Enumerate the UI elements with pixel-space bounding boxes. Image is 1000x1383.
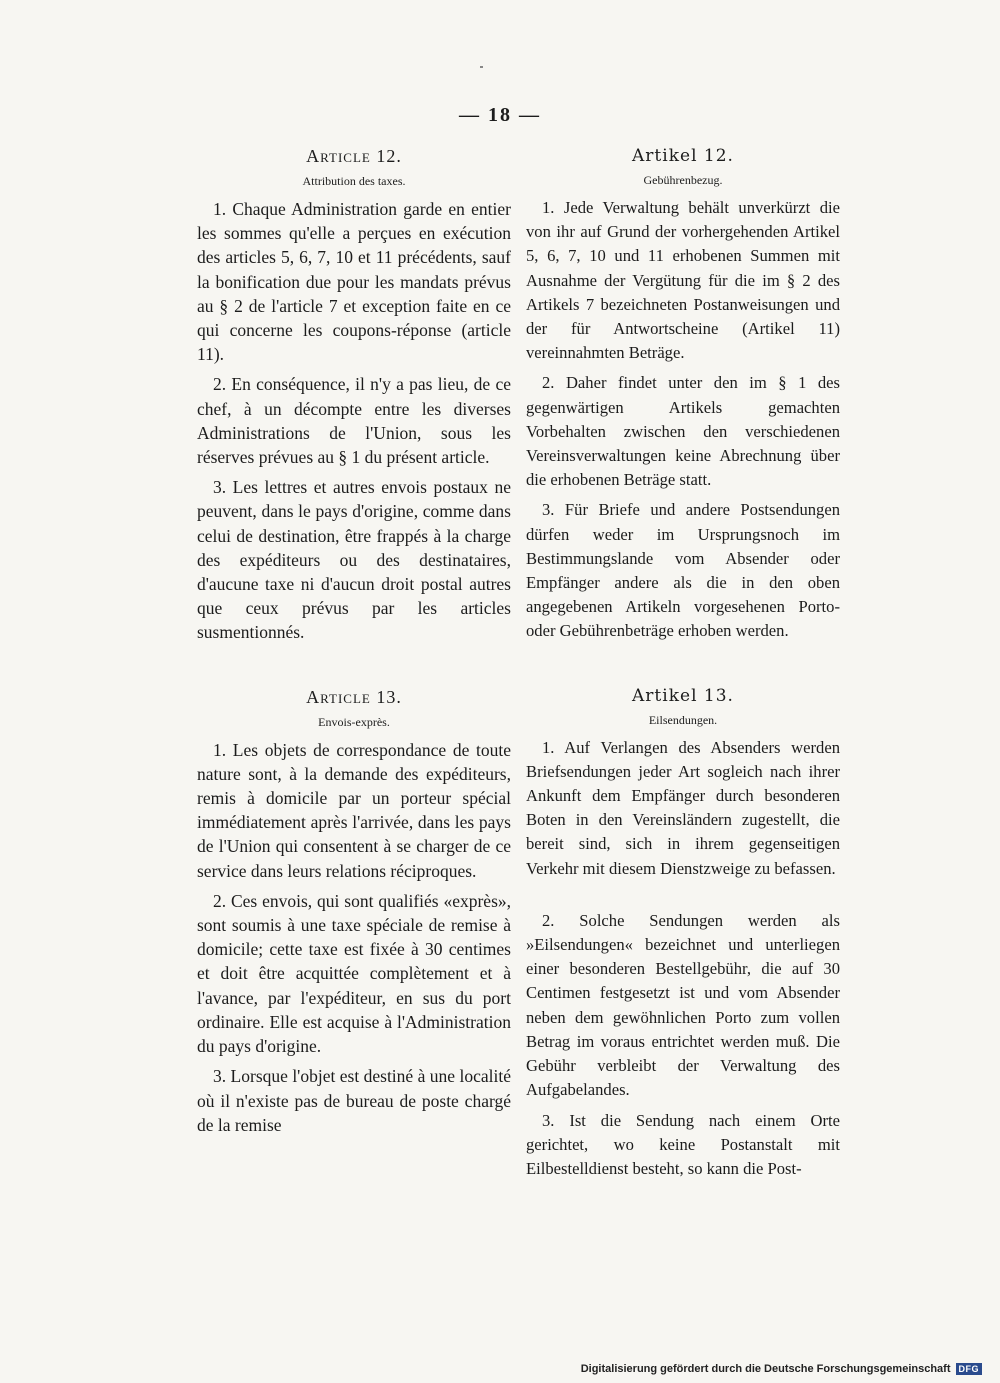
paragraph-spacer (526, 887, 840, 909)
article-12-para-1-fr: 1. Chaque Administration garde en entier les sommes qu'elle a perçues en exécution des articles 5, 6, 7, 10 et 11 précédents, sauf la bonification due pour les mandats prévus au § 2 de l'article 7 et exception faite en ce qui concerne les coupons-réponse (article 11). (197, 199, 511, 365)
article-13-para-2-fr: 2. Ces envois, qui sont qualifiés «exprès», sont soumis à une taxe spéciale de remise à domicile; cette taxe est fixée à 30 centimes et doit être acquittée complètement et à l'avance, par l'expéditeur, en sus du port ordinaire. Elle est acquise à l'Administration du pays d'origine. (197, 890, 511, 1057)
article-12-title-de: Artikel 12. (632, 146, 734, 166)
article-12-subtitle-de: Gebührenbezug. (643, 173, 723, 187)
article-13-para-3-fr: 3. Lorsque l'objet est destiné à une localité où il n'existe pas de bureau de poste chargé de la remise (197, 1066, 511, 1135)
german-column (526, 146, 840, 1187)
article-12-para-1-de: 1. Jede Verwaltung behält unverkürzt die von ihr auf Grund der vorhergehenden Artikel 5, 6, 7, 10 und 11 erhobenen Summen mit Ausnahme der Vergütung für die im § 2 des Artikels 7 bezeichneten Postanweisungen und der für Antwortscheine (Artikel 11) vereinnahmten Beträge. (526, 198, 840, 363)
article-12-para-2-fr: 2. En conséquence, il n'y a pas lieu, de ce chef, à un décompte entre les diverses Administrations de l'Union, sous les réserves prévues au § 1 du présent article. (197, 374, 511, 468)
article-13-para-3-de: 3. Ist die Sendung nach einem Orte gerichtet, wo keine Postanstalt mit Eilbestelldienst besteht, so kann die Post- (526, 1110, 840, 1178)
article-13-para-1-de: 1. Auf Verlangen des Absenders werden Briefsendungen jeder Art sogleich nach ihrer Ankunft dem Empfänger durch besonderen Boten in den Vereinsländern zugestellt, die bereit sind, sich in ihrem gegenseitigen Verkehr mit diesem Dienstzweige zu befassen. (526, 737, 840, 878)
footer-text: Digitalisierung gefördert durch die Deutsche Forschungsgemeinschaft (580, 1363, 951, 1375)
article-13-title-de: Artikel 13. (632, 685, 734, 706)
dfg-logo-icon: DFG (956, 1363, 983, 1375)
scan-speck (480, 66, 483, 68)
article-12-para-3-de: 3. Für Briefe und andere Postsendungen dürfen weder im Ursprungsnoch im Bestimmungslande vom Absender oder Empfänger andere als die in den oben angegebenen Artikeln vorgesehenen Porto- oder Gebührenbeträge erhoben werden. (526, 500, 840, 641)
article-13-para-1-fr: 1. Les objets de correspondance de toute nature sont, à la demande des expéditeurs, remis à domicile par un porteur spécial immédiatement après l'arrivée, dans les pays de l'Union qui consentent à se charger de ce service dans leurs relations réciproques. (197, 739, 511, 881)
article-12-para-2-de: 2. Daher findet unter den im § 1 des gegenwärtigen Artikels gemachten Vorbehalten zwischen den verschiedenen Vereinsverwaltungen keine Abrechnung über die erhobenen Beträge statt. (526, 373, 840, 490)
article-12-para-3-fr: 3. Les lettres et autres envois postaux ne peuvent, dans le pays d'origine, comme dans celui de destination, être frappés à la charge des expéditeurs ou des destinataires, d'aucune taxe ni d'aucun droit postal autres que ceux prévus par les articles susmentionnés. (197, 477, 511, 643)
article-spacer (197, 651, 511, 687)
article-12-subtitle-fr: Attribution des taxes. (302, 174, 406, 188)
article-13-subtitle-de: Eilsendungen. (648, 712, 718, 727)
digitization-footer (581, 1363, 982, 1375)
article-13-para-2-de: 2. Solche Sendungen werden als »Eilsendungen« bezeichnet und unterliegen einer besonderen Bestellgebühr, die auf 30 Centimen festgesetzt ist und vom Absender neben dem gewöhnlichen Porto zum vollen Betrag im voraus entrichtet werden muß. Die Gebühr verbleibt der Verwaltung des Aufgabelandes. (526, 910, 840, 1100)
page-number: — 18 — (459, 104, 541, 126)
french-column (197, 146, 511, 1143)
article-spacer (526, 650, 840, 686)
article-13-subtitle-fr: Envois-exprès. (318, 714, 390, 729)
article-12-title-fr: Article 12. (306, 146, 402, 166)
article-13-title-fr: Article 13. (306, 686, 402, 707)
